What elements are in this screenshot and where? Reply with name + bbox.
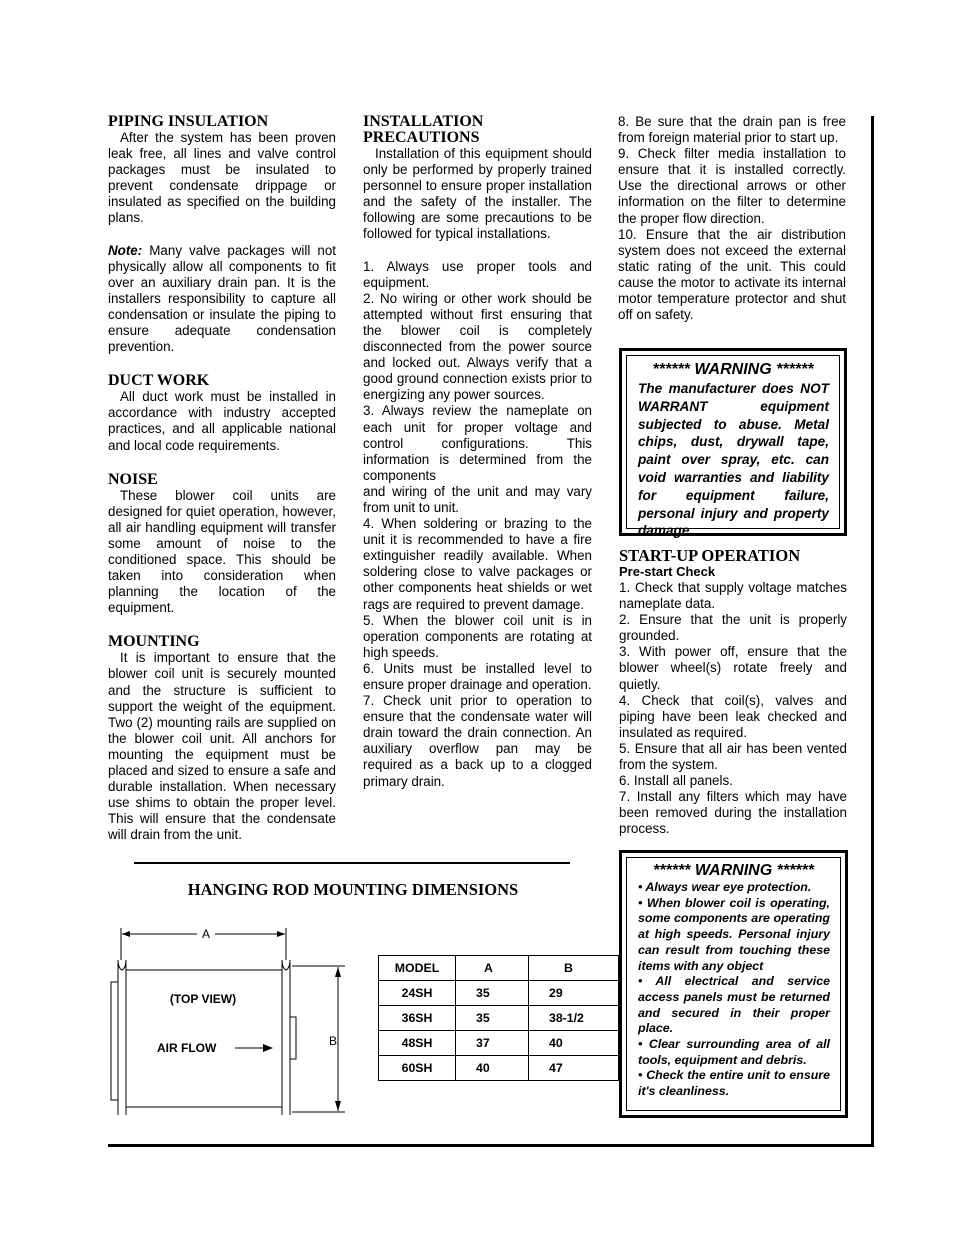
installation-heading-line1: INSTALLATION (363, 113, 484, 130)
table-cell: 38-1/2 (529, 1006, 620, 1031)
dimension-a-label: A (201, 927, 211, 941)
startup-section (619, 548, 847, 838)
precaution-item: 6. Units must be installed level to ensure proper drainage and operation. (363, 660, 592, 692)
right-border-rule (871, 116, 874, 1147)
note-text: Many valve packages will not physically allow all components to fit over an auxiliary drain pan. It is the installers responsibility to capture all condensation or insulate the piping to ensure adequate condensation prevention. (108, 242, 336, 355)
table-row (379, 1006, 620, 1031)
mounting-heading: MOUNTING (108, 633, 200, 651)
bottom-border-rule (108, 1144, 874, 1147)
startup-item: 6. Install all panels. (619, 773, 733, 789)
table-row (379, 1031, 620, 1056)
table-cell: 24SH (379, 981, 456, 1006)
arrow-up-icon (335, 967, 341, 977)
table-cell: 40 (456, 1056, 529, 1081)
table-row (379, 1056, 620, 1081)
startup-item: 1. Check that supply voltage matches nameplate data. (619, 580, 847, 612)
piping-insulation-text: After the system has been proven leak free, all lines and valve control packages must be insulated to prevent condensate drippage or insulated as specified on the building plans. (108, 130, 336, 226)
hanging-rod-diagram (105, 920, 365, 1120)
precaution-item: 5. When the blower coil unit is in operation components are rotating at high speeds. (363, 612, 592, 660)
note-paragraph (108, 243, 336, 356)
rod-hook-left (118, 960, 126, 970)
air-flow-label: AIR FLOW (157, 1041, 217, 1055)
dimensions-table (378, 955, 620, 1081)
noise-text: These blower coil units are designed for quiet operation, however, all air handling equipment will transfer some amount of noise to the conditioned space. This should be taken into consideration when planning the location of the equipment. (108, 487, 336, 616)
startup-item: 4. Check that coil(s), valves and piping have been leak checked and insulated as required. (619, 692, 847, 740)
precaution-item: 2. No wiring or other work should be attempted without first ensuring that the blower coil is completely disconnected from the power source and locked out. Always verify that a good ground connection exists prior to energizing any power sources. (363, 290, 592, 403)
table-cell: 36SH (379, 1006, 456, 1031)
table-cell: 60SH (379, 1056, 456, 1081)
table-row (379, 981, 620, 1006)
figure-separator-rule (134, 862, 570, 864)
table-header-cell: B (529, 956, 620, 981)
installation-intro: Installation of this equipment should only be performed by properly trained personnel to ensure proper installation and the safety of the installer. The following are some precautions to be followed for typical installations. (363, 146, 592, 242)
installation-heading-line2: PRECAUTIONS (363, 129, 480, 146)
warning-title: ****** WARNING ****** (653, 862, 814, 879)
coil-panel-left (111, 982, 118, 1100)
table-header-cell: MODEL (379, 956, 456, 981)
startup-item: 5. Ensure that all air has been vented from the system. (619, 740, 847, 773)
precaution-item: and wiring of the unit and may vary from unit to unit. (363, 483, 592, 515)
table-cell: 35 (456, 981, 529, 1006)
warning-bullet: • Check the entire unit to ensure it's cleanliness. (638, 1068, 830, 1099)
table-cell: 37 (456, 1031, 529, 1056)
table-cell: 35 (456, 1006, 529, 1031)
warning-box-safety (619, 850, 848, 1118)
arrow-left-icon (122, 931, 130, 937)
warning-bullet: • Always wear eye protection. (638, 880, 812, 894)
warning-title: ****** WARNING ****** (652, 361, 814, 378)
column-1 (108, 114, 336, 843)
warning-bullet: • Clear surrounding area of all tools, equipment and debris. (638, 1037, 830, 1067)
table-cell: 40 (529, 1031, 620, 1056)
duct-work-text: All duct work must be installed in accordance with industry accepted practices, and all applicable national and local code requirements. (108, 389, 336, 453)
warning-box-warranty (619, 348, 847, 539)
precaution-item: 7. Check unit prior to operation to ensure that the condensate water will drain toward the drain connection. An auxiliary overflow pan may be required as a back up to a clogged primary drain. (363, 693, 592, 789)
warning-text: The manufacturer does NOT WARRANT equipment subjected to abuse. Metal chips, dust, drywall tape, paint over spray, etc. can void warranties and liability for equipment failure, personal injury and property damage. (638, 381, 829, 539)
arrow-down-icon (335, 1101, 341, 1111)
duct-work-heading: DUCT WORK (108, 372, 210, 390)
precaution-item: 4. When soldering or brazing to the unit it is recommended to have a fire extinguisher readily available. When soldering close to valve packages or other components heat shields or wet rags are required to prevent damage. (363, 516, 592, 612)
precaution-item: 3. Always review the nameplate on each unit for proper voltage and control configurations. This information is determined from the components (363, 403, 592, 483)
table-header-row (379, 956, 620, 981)
precaution-item: 10. Ensure that the air distribution system does not exceed the external static rating of the unit. This could cause the motor to activate its internal motor temperature protector and shut off on safety. (618, 226, 846, 323)
prestart-label: Pre-start Check (619, 564, 716, 579)
table-cell: 48SH (379, 1031, 456, 1056)
mounting-text: It is important to ensure that the blower coil unit is securely mounted and the structure is sufficient to support the weight of the equipment. Two (2) mounting rails are supplied on the blower coil unit. All anchors for mounting the equipment must be placed and sized to ensure a safe and durable installation. When necessary use shims to obtain the proper level. This will ensure that the condensate will drain from the unit. (108, 650, 336, 843)
air-flow-arrow-icon (263, 1044, 273, 1052)
note-label: Note: (108, 242, 143, 258)
column-2 (363, 114, 592, 790)
table-cell: 29 (529, 981, 620, 1006)
top-view-label: (TOP VIEW) (169, 992, 237, 1006)
column-3 (618, 114, 846, 323)
piping-insulation-heading: PIPING INSULATION (108, 113, 269, 130)
startup-heading: START-UP OPERATION (619, 546, 801, 565)
dimension-b-label: B (328, 1034, 338, 1048)
startup-item: 3. With power off, ensure that the blower wheel(s) rotate freely and quietly. (619, 644, 847, 692)
precaution-item: 9. Check filter media installation to ensure that it is installed correctly. Use the directional arrows or other information on the filter to determine the proper flow direction. (618, 146, 846, 226)
outlet-panel-right (290, 1017, 296, 1059)
rod-hook-right (282, 960, 290, 970)
arrow-right-icon (277, 931, 285, 937)
precaution-item: 8. Be sure that the drain pan is free from foreign material prior to start up. (618, 114, 846, 146)
precaution-item: 1. Always use proper tools and equipment. (363, 258, 592, 290)
table-cell: 47 (529, 1056, 620, 1081)
startup-item: 7. Install any filters which may have been removed during the installation process. (619, 789, 847, 837)
noise-heading: NOISE (108, 470, 158, 488)
table-header-cell: A (456, 956, 529, 981)
warning-bullet: • All electrical and service access panels must be returned and secured in their proper place. (638, 974, 830, 1036)
startup-item: 2. Ensure that the unit is properly grounded. (619, 612, 847, 644)
figure-title: HANGING ROD MOUNTING DIMENSIONS (187, 880, 519, 899)
warning-bullet: • When blower coil is operating, some components are operating at high speeds. Personal injury can result from touching these items with any object (638, 895, 830, 973)
